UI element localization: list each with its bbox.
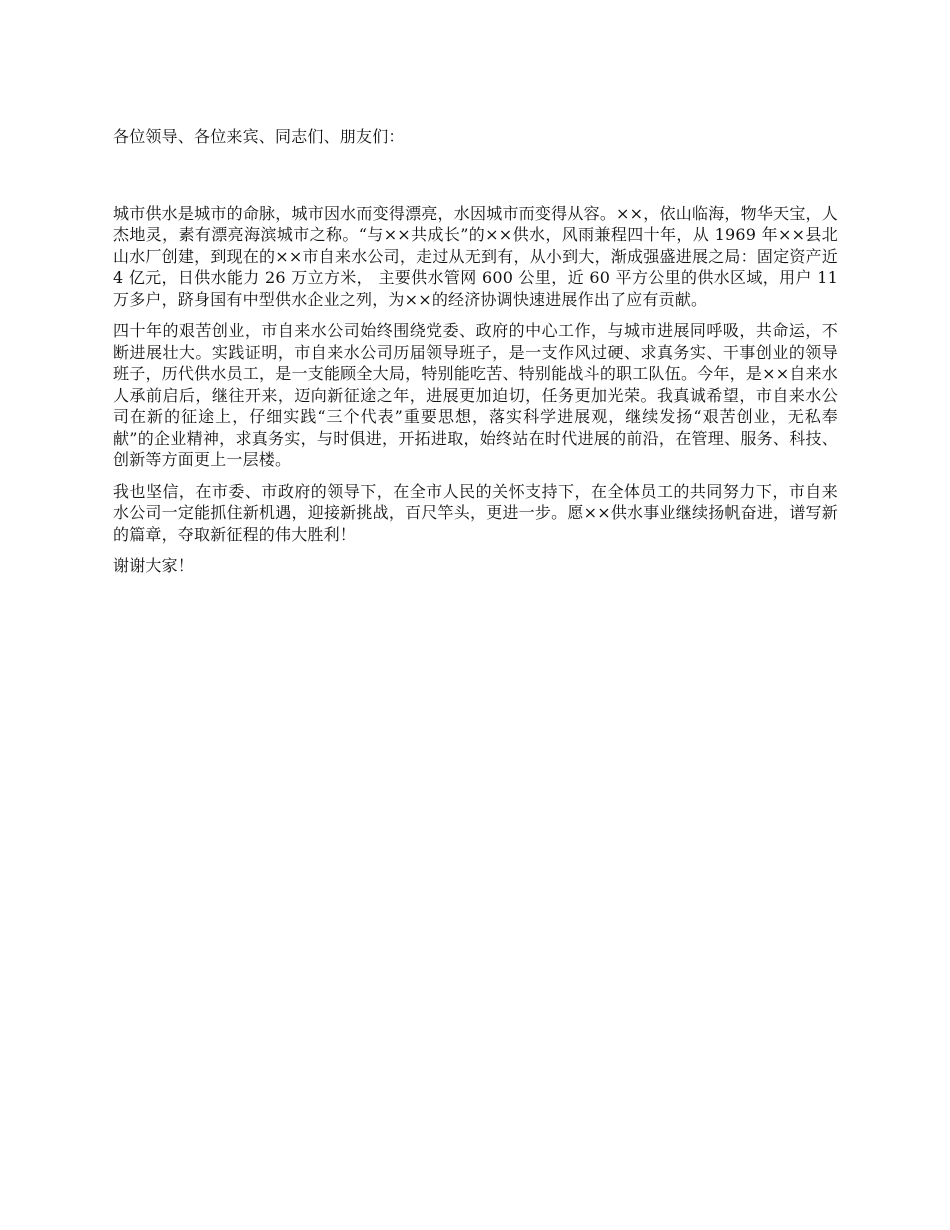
paragraph-3: 我也坚信，在市委、市政府的领导下，在全市人民的关怀支持下，在全体员工的共同努力下，市自来水公司一定能抓住新机遇，迎接新挑战，百尺竿头，更进一步。愿××供水事业继续扬帆奋进，谱写新的篇章，夺取新征程的伟大胜利！ (113, 481, 838, 544)
document-body (113, 126, 838, 577)
paragraph-1: 城市供水是城市的命脉，城市因水而变得漂亮，水因城市而变得从容。××，依山临海，物华天宝，人杰地灵，素有漂亮海滨城市之称。“与××共成长”的××供水，风雨兼程四十年，从 1969 年××县北山水厂创建，到现在的××市自来水公司，走过从无到有，从小到大，渐成强盛进展之局：固定资产近 4 亿元，日供水能力 26 万立方米， 主要供水管网 600 公里，近 60 平方公里的供水区域，用户 11 万多户，跻身国有中型供水企业之列，为××的经济协调快速进展作出了应有贡献。 (113, 203, 838, 309)
salutation: 各位领导、各位来宾、同志们、朋友们： (113, 127, 405, 146)
paragraph-2: 四十年的艰苦创业，市自来水公司始终围绕党委、政府的中心工作，与城市进展同呼吸，共命运，不断进展壮大。实践证明，市自来水公司历届领导班子，是一支作风过硬、求真务实、干事创业的领导班子，历代供水员工，是一支能顾全大局，特别能吃苦、特别能战斗的职工队伍。今年，是××自来水人承前启后，继往开来，迈向新征途之年，进展更加迫切，任务更加光荣。我真诚希望，市自来水公司在新的征途上，仔细实践“三个代表”重要思想，落实科学进展观，继续发扬“艰苦创业，无私奉献”的企业精神，求真务实，与时俱进，开拓进取，始终站在时代进展的前沿，在管理、服务、科技、创新等方面更上一层楼。 (113, 321, 838, 469)
closing-remark: 谢谢大家！ (113, 556, 195, 575)
